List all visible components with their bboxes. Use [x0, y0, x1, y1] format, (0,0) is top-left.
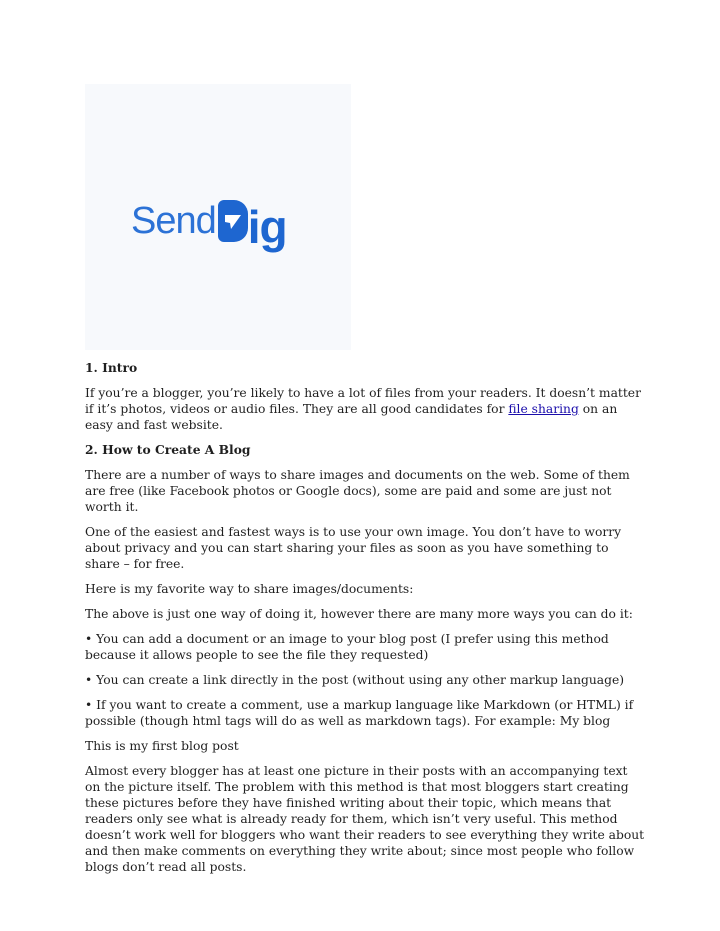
paragraph: This is my first blog post — [85, 739, 239, 753]
intro-text-end: on an easy and fast website. — [85, 402, 618, 432]
paragraph: One of the easiest and fastest ways is to use your own image. You don’t have to worry about privacy and you can start sharing your files as soon as you have something to share – for free. — [85, 525, 622, 571]
bullet-item: • You can create a link directly in the post (without using any other markup language) — [85, 673, 625, 687]
intro-text: If you’re a blogger, you’re likely to have a lot of files from your readers. It doesn’t matter if it’s photos, videos or audio files. They are all good candidates for — [85, 386, 641, 416]
section-heading-intro: 1. Intro — [85, 360, 138, 375]
file-sharing-link[interactable]: file sharing — [508, 402, 579, 416]
paragraph: Almost every blogger has at least one picture in their posts with an accompanying text on the picture itself. The problem with this method is that most bloggers start creating these pictures before they have finished writing about their topic, which means that readers only see what is already ready for them, which isn’t very useful. This method doesn’t work well for bloggers who want their readers to see everything they write about and then make comments on everything they write about; since most people who follow blogs don’t read all posts. — [85, 764, 645, 874]
document-page — [85, 84, 645, 884]
paragraph: Here is my favorite way to share images/documents: — [85, 582, 414, 596]
logo-text-send: Send — [131, 200, 216, 242]
bullet-item: • You can add a document or an image to your blog post (I prefer using this method because it allows people to see the file they requested) — [85, 632, 609, 662]
sendbig-logo — [131, 194, 287, 253]
bullet-item: • If you want to create a comment, use a markup language like Markdown (or HTML) if possible (though html tags will do as well as markdown tags). For example: My blog — [85, 698, 634, 728]
intro-paragraph — [85, 385, 645, 433]
section-heading-howto: 2. How to Create A Blog — [85, 442, 251, 457]
logo-text-ig: ig — [247, 201, 287, 253]
paragraph: The above is just one way of doing it, however there are many more ways you can do it: — [85, 607, 633, 621]
logo-b-icon — [218, 200, 248, 242]
logo-image — [85, 84, 351, 350]
article-body — [85, 360, 645, 875]
paragraph: There are a number of ways to share images and documents on the web. Some of them are free (like Facebook photos or Google docs), some are paid and some are just not worth it. — [85, 468, 630, 514]
